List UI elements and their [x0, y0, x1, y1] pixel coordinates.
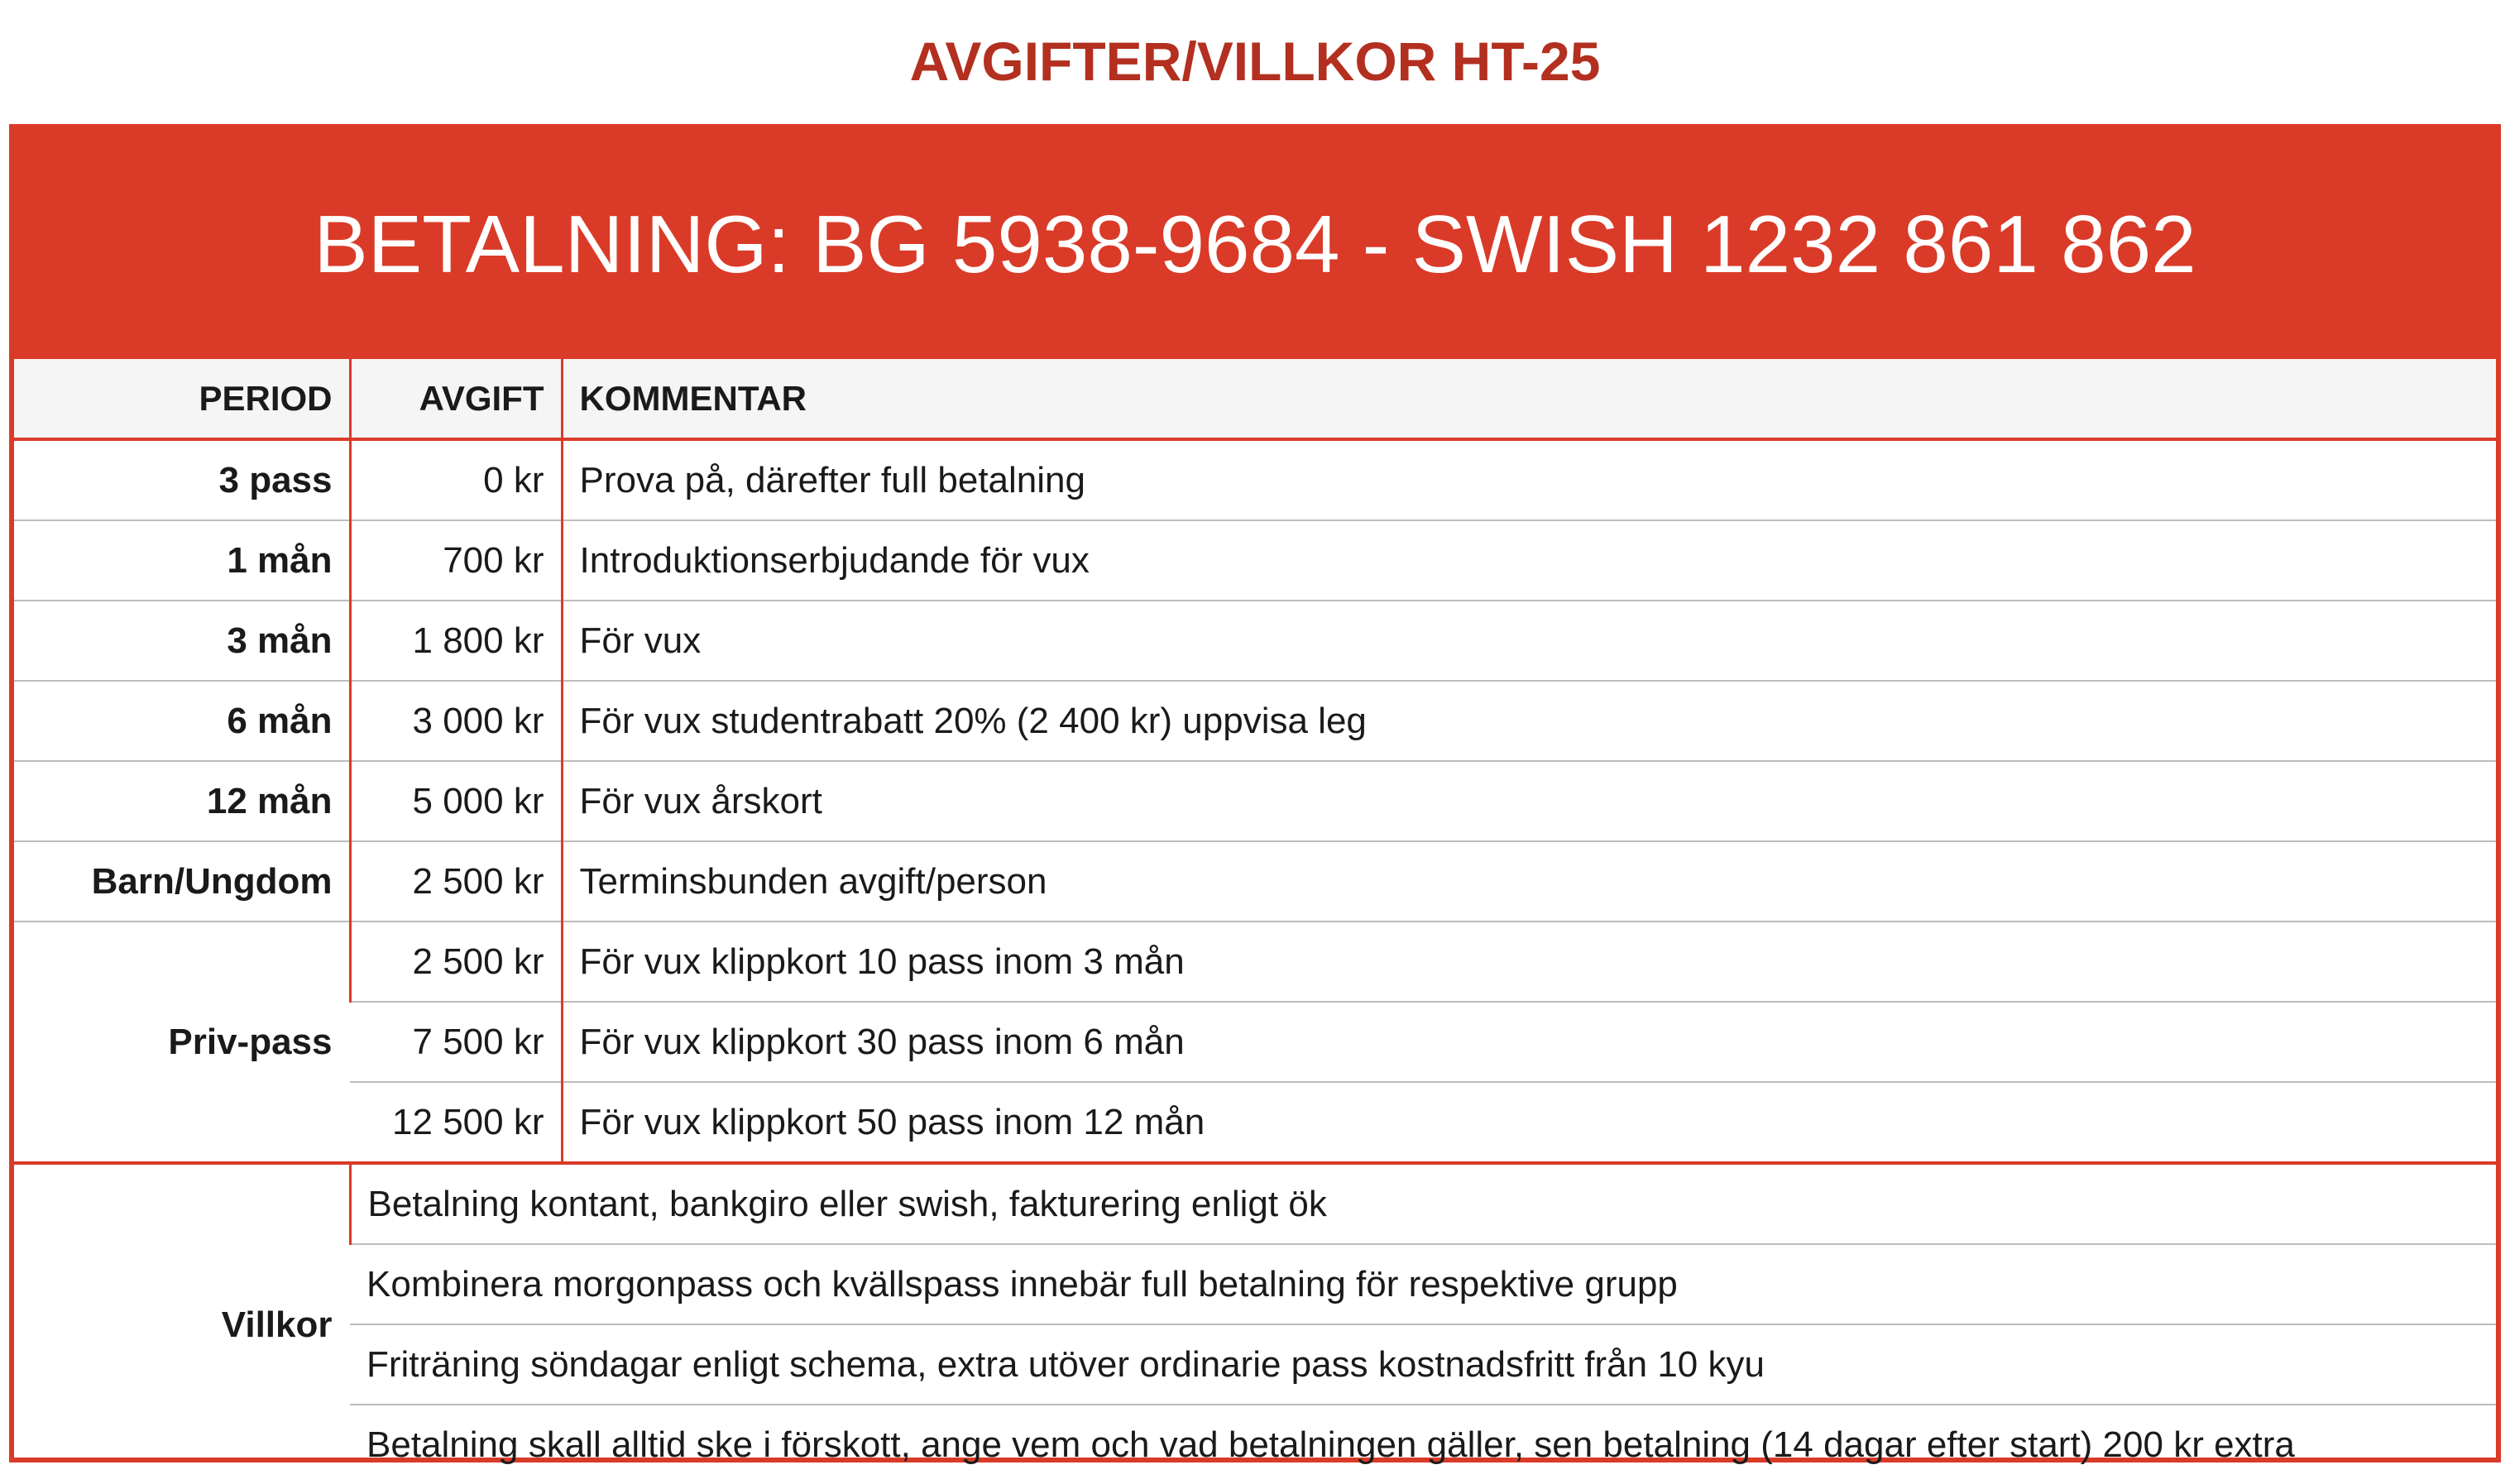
comment-cell: För vux årskort: [562, 761, 2496, 841]
table-row: [14, 761, 2496, 841]
fee-cell: 3 000 kr: [350, 681, 562, 761]
villkor-item: Friträning söndagar enligt schema, extra utöver ordinarie pass kostnadsfritt från 10 kyu: [350, 1324, 2496, 1405]
fee-cell: 2 500 kr: [350, 841, 562, 922]
table-row-villkor: [14, 1244, 2496, 1324]
comment-cell: Prova på, därefter full betalning: [562, 439, 2496, 520]
table-row: [14, 841, 2496, 922]
period-cell: 6 mån: [14, 681, 350, 761]
period-cell: 3 pass: [218, 460, 333, 500]
period-cell: 1 mån: [14, 520, 350, 601]
comment-cell: Terminsbunden avgift/person: [562, 841, 2496, 922]
table-row-privpass: [14, 922, 2496, 1002]
period-cell: Barn/Ungdom: [14, 841, 350, 922]
fee-cell: 7 500 kr: [350, 1002, 562, 1082]
table-row: [14, 601, 2496, 681]
table-row-privpass: [14, 1082, 2496, 1163]
header-period: PERIOD: [14, 359, 350, 439]
header-fee: AVGIFT: [350, 359, 562, 439]
table-row-privpass: [14, 1002, 2496, 1082]
table-row: [14, 681, 2496, 761]
table-row-villkor: [14, 1163, 2496, 1244]
fee-sheet: [9, 124, 2501, 1465]
fee-cell: 5 000 kr: [350, 761, 562, 841]
fee-cell: 0 kr: [350, 439, 562, 520]
fee-cell: 2 500 kr: [350, 922, 562, 1002]
comment-cell: För vux klippkort 50 pass inom 12 mån: [562, 1082, 2496, 1163]
comment-cell: Introduktionserbjudande för vux: [562, 520, 2496, 601]
period-cell: 3 mån: [14, 601, 350, 681]
comment-cell: För vux klippkort 10 pass inom 3 mån: [562, 922, 2496, 1002]
villkor-item: Betalning skall alltid ske i förskott, ange vem och vad betalningen gäller, sen betalning (14 dagar efter start) 200 kr extra: [350, 1405, 2496, 1484]
villkor-item: Betalning kontant, bankgiro eller swish, fakturering enligt ök: [350, 1163, 2496, 1244]
table-row-villkor: [14, 1405, 2496, 1484]
comment-cell: För vux klippkort 30 pass inom 6 mån: [562, 1002, 2496, 1082]
comment-cell: För vux: [562, 601, 2496, 681]
page-title: AVGIFTER/VILLKOR HT-25: [909, 31, 1601, 92]
villkor-item: Kombinera morgonpass och kvällspass innebär full betalning för respektive grupp: [350, 1244, 2496, 1324]
comment-cell: För vux studentrabatt 20% (2 400 kr) uppvisa leg: [562, 681, 2496, 761]
table-row: [14, 439, 2496, 520]
fee-cell: 700 kr: [350, 520, 562, 601]
villkor-label: Villkor: [14, 1163, 350, 1484]
period-cell: 12 mån: [14, 761, 350, 841]
privpass-label: Priv-pass: [14, 922, 350, 1163]
table-row-villkor: [14, 1324, 2496, 1405]
header-comment: KOMMENTAR: [562, 359, 2496, 439]
table-header-row: [14, 359, 2496, 439]
table-row: [14, 520, 2496, 601]
fee-cell: 12 500 kr: [350, 1082, 562, 1163]
fee-cell: 1 800 kr: [350, 601, 562, 681]
payment-banner: BETALNING: BG 5938-9684 - SWISH 1232 861 862: [14, 129, 2496, 359]
fee-table: [14, 359, 2496, 1484]
